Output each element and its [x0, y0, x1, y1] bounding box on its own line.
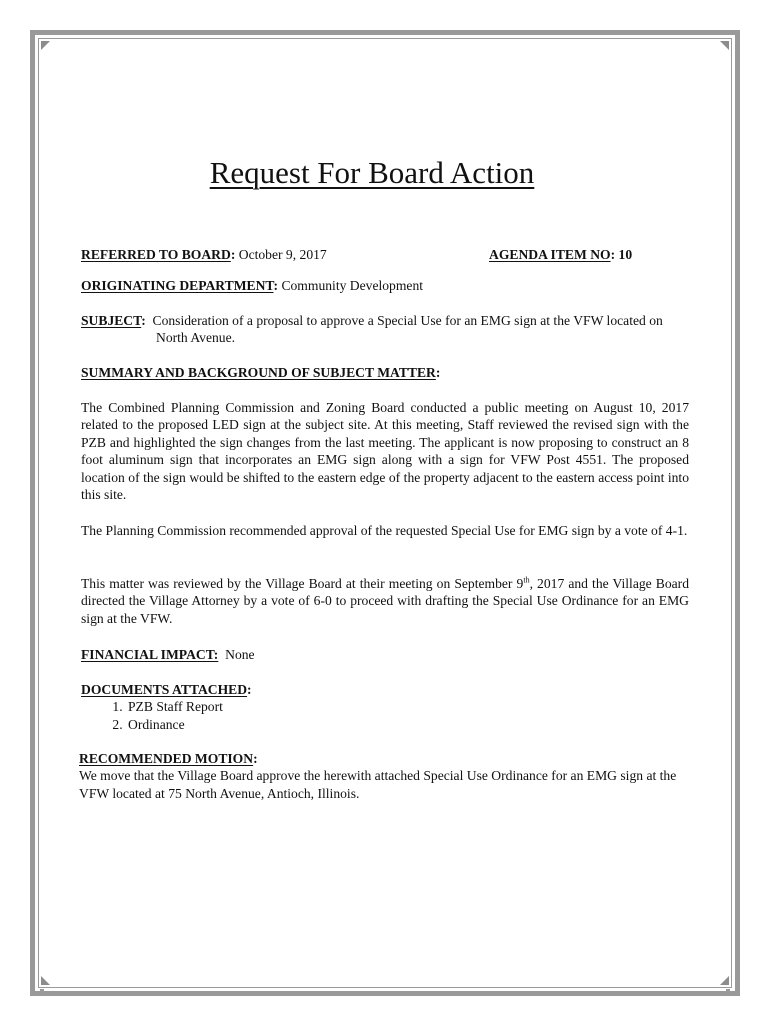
border-dot [40, 989, 44, 993]
border-dot [726, 31, 730, 35]
summary-p3-start: This matter was reviewed by the Village Board at their meeting on September 9 [81, 576, 524, 591]
border-dot [40, 31, 44, 35]
corner-ornament-bottom-left [41, 976, 50, 985]
originating-row: ORIGINATING DEPARTMENT: Community Development [81, 278, 424, 293]
documents-heading: DOCUMENTS ATTACHED [81, 682, 248, 697]
referred-row: REFERRED TO BOARD: October 9, 2017 AGENDA ITEM NO: 10 [81, 247, 633, 262]
border-dot [726, 989, 730, 993]
summary-paragraph-2: The Planning Commission recommended approval of the requested Special Use for EMG sign by a vote of 4-1. [81, 523, 688, 538]
documents-section: DOCUMENTS ATTACHED: 1. PZB Staff Report 2. Ordinance [81, 681, 689, 733]
motion-section: RECOMMENDED MOTION: We move that the Village Board approve the herewith attached Special Use Ordinance for an EMG sign at the VFW located at 75 North Avenue, Antioch, Illinois. [79, 750, 687, 802]
summary-heading-row: SUMMARY AND BACKGROUND OF SUBJECT MATTER: [81, 365, 441, 380]
agenda-label: AGENDA ITEM NO [489, 247, 611, 262]
subject-row: SUBJECT: Consideration of a proposal to approve a Special Use for an EMG sign at the VFW located on North Avenue. [81, 313, 663, 346]
list-item: 2. Ordinance [126, 716, 689, 733]
subject-text: Consideration of a proposal to approve a Special Use for an EMG sign at the VFW located on North Avenue. [152, 313, 663, 346]
originating-label: ORIGINATING DEPARTMENT [81, 278, 274, 293]
referred-date: October 9, 2017 [238, 247, 327, 262]
financial-label: FINANCIAL IMPACT: [81, 647, 219, 662]
agenda-item: AGENDA ITEM NO: 10 [489, 247, 633, 262]
financial-row [81, 646, 689, 663]
corner-ornament-top-left [41, 41, 50, 50]
agenda-number: 10 [618, 247, 633, 262]
financial-value: None [225, 647, 255, 662]
summary-p3-end: , 2017 and the Village Board directed the Village Attorney by a vote of 6-0 to proceed with drafting the Special Use Ordinance for an EMG sign at the VFW. [81, 576, 689, 626]
referred-label: REFERRED TO BOARD [81, 247, 231, 262]
documents-list [81, 698, 689, 733]
motion-text: We move that the Village Board approve the herewith attached Special Use Ordinance for an EMG sign at the VFW located at 75 North Avenue, Antioch, Illinois. [79, 768, 677, 801]
summary-paragraph-3 [81, 575, 689, 627]
summary-heading: SUMMARY AND BACKGROUND OF SUBJECT MATTER [81, 365, 436, 380]
summary-paragraph-1: The Combined Planning Commission and Zoning Board conducted a public meeting on August 10, 2017 related to the proposed LED sign at the subject site. At this meeting, Staff reviewed the revised sign with the PZB and highlighted the sign changes from the last meeting. The applicant is now proposing to construct an 8 foot aluminum sign that incorporates an EMG sign along with a sign for VFW Post 4551. The proposed location of the sign would be shifted to the eastern edge of the property adjacent to the eastern access point into this site. [81, 400, 689, 503]
originating-value: Community Development [281, 278, 424, 293]
ordinal-suffix: th [523, 575, 530, 585]
border-dot [31, 980, 35, 984]
motion-heading: RECOMMENDED MOTION [79, 751, 254, 766]
corner-ornament-bottom-right [720, 976, 729, 985]
border-dot [735, 980, 739, 984]
list-item: 1. PZB Staff Report [126, 698, 689, 715]
border-dot [735, 40, 739, 44]
corner-ornament-top-right [720, 41, 729, 50]
document-title: Request For Board Action [209, 155, 535, 190]
subject-label: SUBJECT [81, 313, 142, 328]
border-dot [31, 40, 35, 44]
